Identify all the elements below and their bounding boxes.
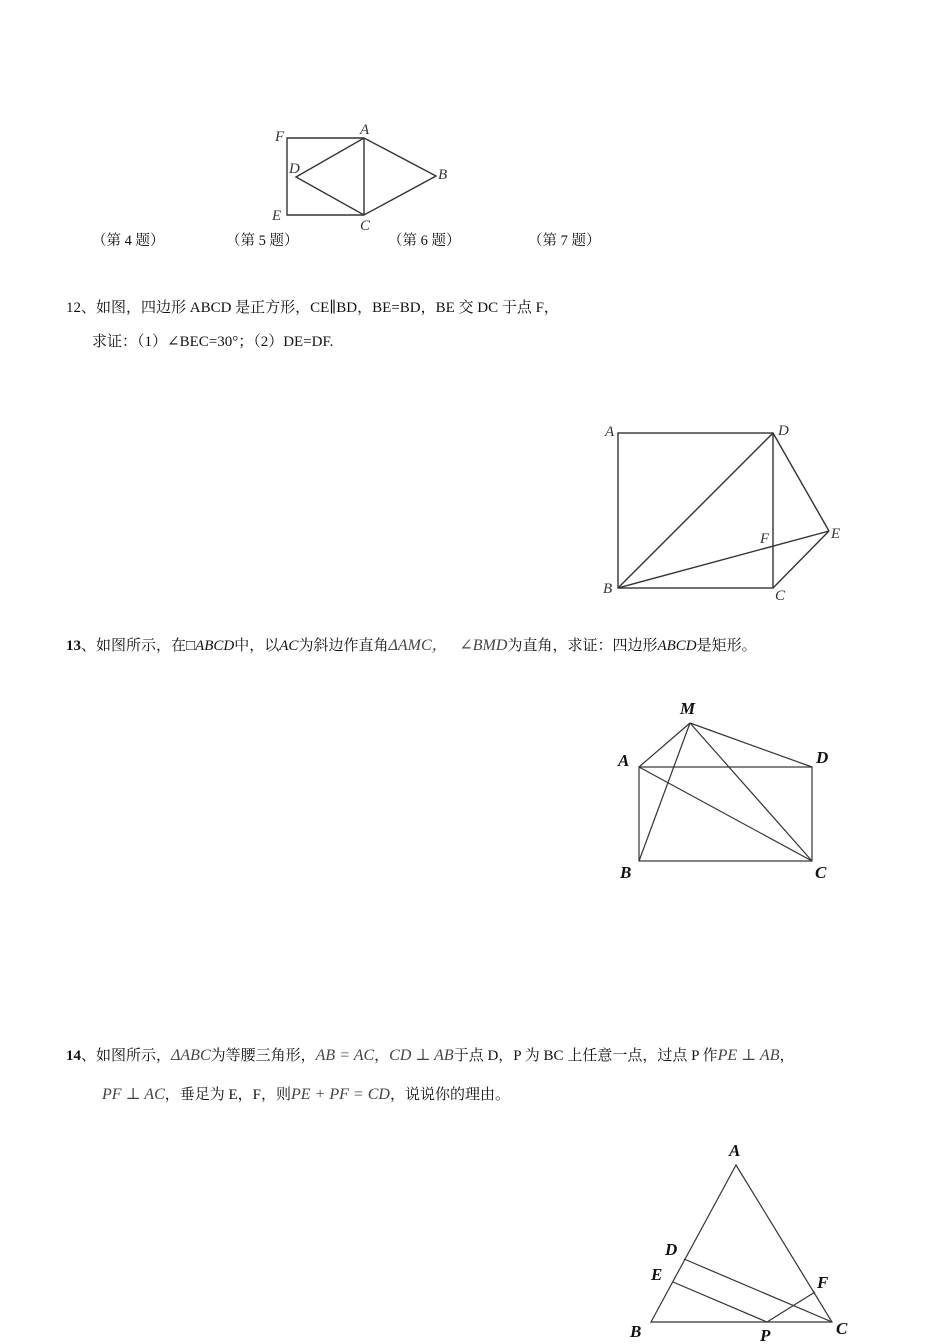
q13-triangle-amc: ΔAMC， [388,637,448,654]
q12-line1: 12、如图，四边形 ABCD 是正方形，CE∥BD，BE=BD，BE 交 DC 于点 F， [66,300,559,316]
q13-angle-bmd: ∠BMD [459,637,508,654]
q14-line1: 14、如图所示，ΔABC为等腰三角形，AB = AC，CD ⊥ AB于点 D，P 为 BC 上任意一点，过点 P 作PE ⊥ AB， [66,1047,795,1064]
q14-label-c: C [836,1319,848,1338]
fig-top-label-c: C [360,218,371,234]
q14-label-b: B [630,1322,642,1341]
q12-label-d: D [778,423,789,439]
caption-q7: （第 7 题） [528,233,601,249]
q13-number: 13 [66,638,81,654]
q14-label-p: P [760,1326,771,1344]
q14-label-f: F [817,1273,829,1292]
q14-line2: PF ⊥ AC，垂足为 E，F，则PE + PF = CD，说说你的理由。 [102,1086,510,1103]
caption-q5: （第 5 题） [226,233,299,249]
q13-label-a: A [618,751,630,770]
q14-label-a: A [729,1141,741,1160]
fig-top-label-f: F [275,129,285,145]
q13-parallelogram: □ABCD [186,638,235,654]
caption-q6: （第 6 题） [388,233,461,249]
caption-q4: （第 4 题） [92,233,165,249]
fig-top-label-b: B [438,167,448,183]
q13-label-m: M [680,699,696,718]
q12-label-f: F [760,531,770,547]
q14-number: 14 [66,1048,81,1064]
q14-segment-pf [767,1292,815,1322]
q13-label-b: B [620,863,632,882]
fig-top-label-d: D [289,161,300,177]
fig-top-label-e: E [272,208,282,224]
q13-label-c: C [815,863,827,882]
q13-label-d: D [816,748,829,767]
q12-label-e: E [831,526,841,542]
q14-label-d: D [665,1240,678,1259]
q14-label-e: E [651,1265,663,1284]
q12-label-a: A [605,424,615,440]
q12-line2: 求证：（1）∠BEC=30°；（2）DE=DF. [92,334,334,350]
q13-text: 13、如图所示，在□ABCD中，以AC为斜边作直角ΔAMC， ∠BMD为直角，求证：四边形ABCD是矩形。 [66,637,757,654]
fig-top-label-a: A [360,122,370,138]
q12-label-c: C [775,588,786,604]
q14-segment-cd [684,1259,832,1322]
q12-label-b: B [603,581,613,597]
